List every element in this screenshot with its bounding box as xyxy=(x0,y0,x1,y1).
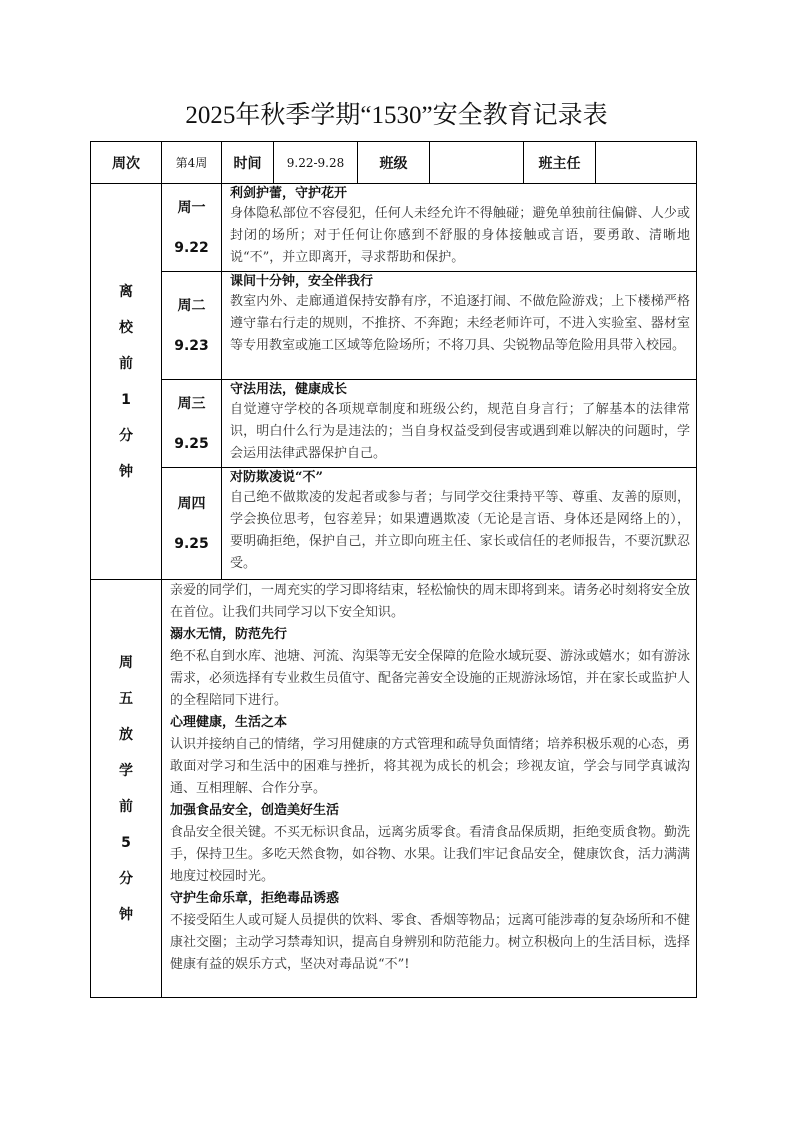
text-thursday: 自己绝不做欺凌的发起者或参与者；与同学交往秉持平等、尊重、友善的原则，学会换位思考，包容差异；如果遭遇欺凌（无论是言语、身体还是网络上的），要明确拒绝，保护自己，并立即向班主任、家长或信任的老师报告，不要沉默忍受。 xyxy=(230,490,690,571)
heading-food-safety: 加强食品安全，创造美好生活 xyxy=(170,803,340,818)
section1-side-label: 离 校 前 1 分 钟 xyxy=(91,184,162,580)
text-mental-health: 认识并接纳自己的情绪，学习用健康的方式管理和疏导负面情绪；培养积极乐观的心态，勇敢面对学习和生活中的困难与挫折，将其视为成长的机会；珍视友谊，学会与同学真诚沟通、互相理解、合作分享。 xyxy=(170,737,691,796)
content-wednesday xyxy=(222,380,697,468)
friday-row xyxy=(91,580,697,998)
header-row xyxy=(91,142,697,184)
text-monday: 身体隐私部位不容侵犯，任何人未经允许不得触碰；避免单独前往偏僻、人少或封闭的场所；对于任何让你感到不舒服的身体接触或言语，要勇敢、清晰地说“不”，并立即离开，寻求帮助和保护。 xyxy=(230,206,690,265)
text-food-safety: 食品安全很关键。不买无标识食品，远离劣质零食。看清食品保质期，拒绝变质食物。勤洗手，保持卫生。多吃天然食物，如谷物、水果。让我们牢记食品安全，健康饮食，活力满满地度过校园时光。 xyxy=(170,825,691,884)
text-wednesday: 自觉遵守学校的各项规章制度和班级公约，规范自身言行；了解基本的法律常识，明白什么行为是违法的；当自身权益受到侵害或遇到难以解决的问题时，学会运用法律武器保护自己。 xyxy=(230,402,690,461)
teacher-label: 班主任 xyxy=(524,142,596,184)
day-cell-monday: 周一 9.22 xyxy=(162,184,222,272)
heading-wednesday: 守法用法，健康成长 xyxy=(230,382,348,397)
heading-anti-drug: 守护生命乐章，拒绝毒品诱惑 xyxy=(170,891,340,906)
content-monday xyxy=(222,184,697,272)
heading-thursday: 对防欺凌说“不” xyxy=(230,470,323,485)
day-cell-wednesday: 周三 9.25 xyxy=(162,380,222,468)
content-thursday xyxy=(222,468,697,580)
content-tuesday xyxy=(222,272,697,380)
day-cell-tuesday: 周二 9.23 xyxy=(162,272,222,380)
friday-intro: 亲爱的同学们，一周充实的学习即将结束，轻松愉快的周末即将到来。请务必时刻将安全放在首位。让我们共同学习以下安全知识。 xyxy=(170,583,691,620)
class-label: 班级 xyxy=(358,142,430,184)
content-friday xyxy=(162,580,697,998)
safety-record-table xyxy=(90,141,697,998)
time-label: 时间 xyxy=(222,142,274,184)
thursday-row xyxy=(91,468,697,580)
week-value[interactable]: 第4周 xyxy=(162,142,222,184)
day-cell-thursday: 周四 9.25 xyxy=(162,468,222,580)
heading-drowning: 溺水无情，防范先行 xyxy=(170,627,288,642)
text-anti-drug: 不接受陌生人或可疑人员提供的饮料、零食、香烟等物品；远离可能涉毒的复杂场所和不健康社交圈；主动学习禁毒知识，提高自身辨别和防范能力。树立积极向上的生活目标，选择健康有益的娱乐方式，坚决对毒品说“不”! xyxy=(170,913,691,972)
page-title: 2025年秋季学期“1530”安全教育记录表 xyxy=(185,102,608,129)
monday-row xyxy=(91,184,697,272)
text-drowning: 绝不私自到水库、池塘、河流、沟渠等无安全保障的危险水域玩耍、游泳或嬉水；如有游泳需求，必须选择有专业救生员值守、配备完善安全设施的正规游泳场馆，并在家长或监护人的全程陪同下进行。 xyxy=(170,649,691,708)
heading-mental-health: 心理健康，生活之本 xyxy=(170,715,288,730)
class-value[interactable] xyxy=(430,142,524,184)
text-tuesday: 教室内外、走廊通道保持安静有序，不追逐打闹、不做危险游戏；上下楼梯严格遵守靠右行走的规则，不推挤、不奔跑；未经老师许可，不进入实验室、器材室等专用教室或施工区域等危险场所；不将刀具、尖锐物品等危险用具带入校园。 xyxy=(230,294,690,353)
tuesday-row xyxy=(91,272,697,380)
teacher-value[interactable] xyxy=(596,142,697,184)
heading-tuesday: 课间十分钟，安全伴我行 xyxy=(230,274,374,289)
heading-monday: 利剑护蕾，守护花开 xyxy=(230,186,348,201)
week-label: 周次 xyxy=(91,142,162,184)
time-value[interactable]: 9.22-9.28 xyxy=(274,142,358,184)
section2-side-label: 周 五 放 学 前 5 分 钟 xyxy=(91,580,162,998)
wednesday-row xyxy=(91,380,697,468)
